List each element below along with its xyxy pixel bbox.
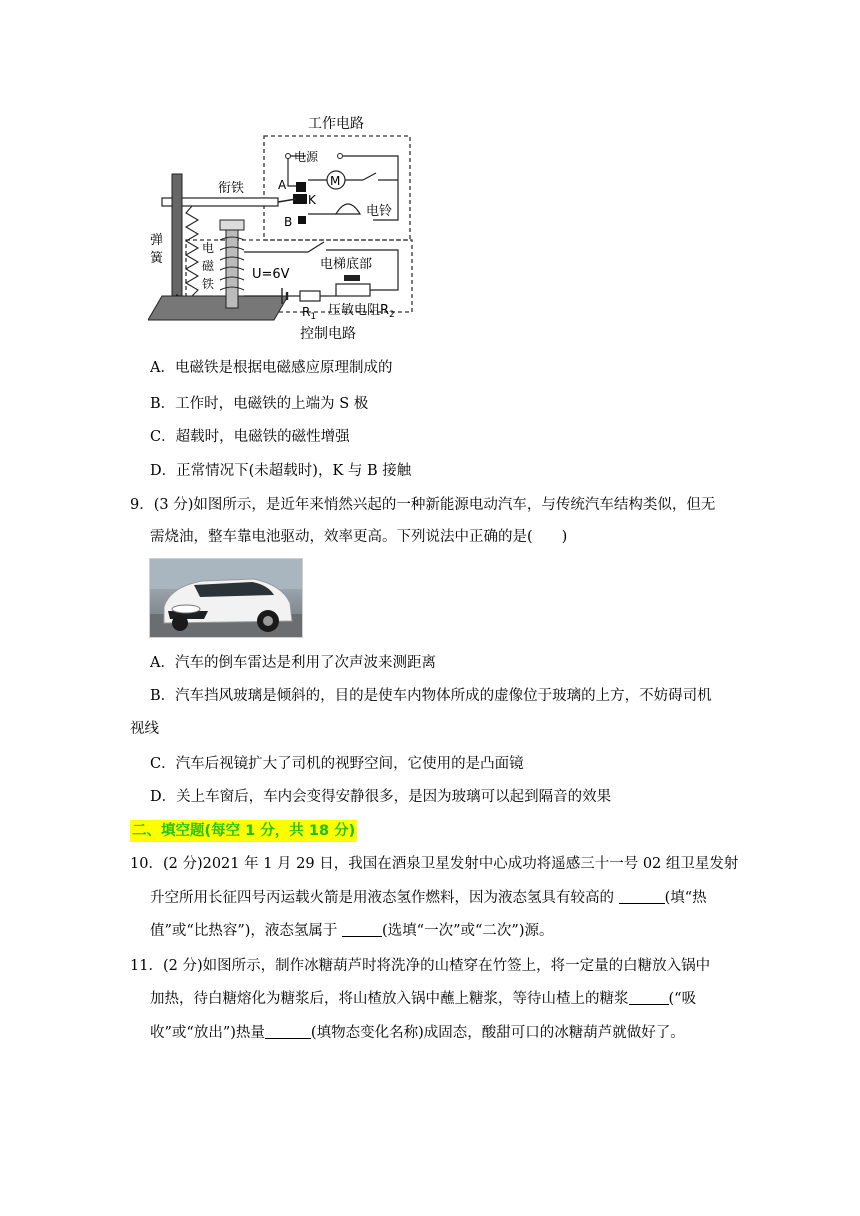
elevator-bottom-label: 电梯底部 xyxy=(320,257,373,272)
q10-blank-1[interactable] xyxy=(619,888,665,904)
r1-label: $R_1$ xyxy=(302,305,317,322)
q9-option-b-continued: 视线 xyxy=(130,721,159,737)
power-label: 电源 xyxy=(294,150,319,164)
spring-label-1: 弹 xyxy=(150,233,164,248)
q10-blank-2[interactable] xyxy=(342,921,382,937)
q9-option-c: C．汽车后视镜扩大了司机的视野空间，它使用的是凸面镜 xyxy=(150,756,524,772)
switch-icon xyxy=(363,173,376,180)
voltage-label: U=6V xyxy=(252,267,290,282)
q10-line-2-hint: (填“热 xyxy=(664,890,707,906)
contact-b-label: B xyxy=(284,215,293,229)
electric-car-photo xyxy=(149,558,303,638)
work-circuit-label: 工作电路 xyxy=(308,116,364,132)
electromagnet-label-1: 电 xyxy=(202,241,215,255)
spring-label-2: 簧 xyxy=(150,251,164,266)
q8-option-c: C．超载时，电磁铁的磁性增强 xyxy=(150,429,350,445)
contact-a-label: A xyxy=(278,178,287,192)
q8-option-a: A．电磁铁是根据电磁感应原理制成的 xyxy=(150,360,393,376)
q8-option-b: B．工作时，电磁铁的上端为 S 极 xyxy=(150,396,369,412)
electromagnet-core xyxy=(226,230,238,308)
electromagnet-label-2: 磁 xyxy=(202,259,215,273)
pressure-resistor-icon xyxy=(336,284,370,296)
q11-line-1: 11．(2 分)如图所示，制作冰糖葫芦时将洗净的山楂穿在竹签上，将一定量的白糖放入锅中 xyxy=(130,958,711,974)
q10-line-1: 10．(2 分)2021 年 1 月 29 日，我国在酒泉卫星发射中心成功将遥感三十一号 02 组卫星发射 xyxy=(130,856,739,872)
q11-line-2-hint: (“吸 xyxy=(668,991,697,1007)
bell-icon xyxy=(336,204,360,214)
q9-stem-line-2: 需烧油，整车靠电池驱动，效率更高。下列说法中正确的是( ) xyxy=(150,529,568,545)
pressure-resistor-label: 压敏电阻$R_2$ xyxy=(328,303,395,320)
q11-line-2 xyxy=(150,989,696,1009)
q9-stem-line-1: 9．(3 分)如图所示，是近年来悄然兴起的一种新能源电动汽车，与传统汽车结构类似，但无 xyxy=(130,497,716,513)
motor-label: M xyxy=(330,174,341,188)
q8-option-d: D．正常情况下(未超载时)，K 与 B 接触 xyxy=(150,463,412,479)
q9-option-b: B．汽车挡风玻璃是倾斜的，目的是使车内物体所成的虚像位于玻璃的上方，不妨碍司机 xyxy=(150,688,712,704)
q10-line-3-hint: (选填“一次”或“二次”)源。 xyxy=(382,923,554,939)
elevator-overload-circuit-figure xyxy=(148,110,418,350)
section-heading-fill-in: 二、填空题(每空 1 分，共 18 分) xyxy=(130,820,357,842)
q11-blank-2[interactable] xyxy=(265,1023,311,1039)
q10-line-3 xyxy=(150,921,553,941)
q11-line-3-hint: (填物态变化名称)成固态，酸甜可口的冰糖葫芦就做好了。 xyxy=(310,1025,685,1041)
spring-icon xyxy=(186,206,198,296)
base-plate xyxy=(148,296,288,320)
q10-line-2-text: 升空所用长征四号丙运载火箭是用液态氢作燃料，因为液态氢具有较高的 xyxy=(150,890,619,906)
q9-option-d: D．关上车窗后，车内会变得安静很多，是因为玻璃可以起到隔音的效果 xyxy=(150,789,612,805)
bell-label: 电铃 xyxy=(366,204,393,219)
q11-line-3-text: 收”或“放出”)热量 xyxy=(150,1025,265,1041)
armature-label: 衔铁 xyxy=(218,181,245,196)
q11-line-3 xyxy=(150,1023,685,1043)
q10-line-3-text: 值”或“比热容”)，液态氢属于 xyxy=(150,923,343,939)
q10-line-2 xyxy=(150,888,707,908)
q11-blank-1[interactable] xyxy=(629,989,669,1005)
electromagnet-label-3: 铁 xyxy=(202,277,215,291)
contact-k-label: K xyxy=(308,193,316,207)
q9-option-a: A．汽车的倒车雷达是利用了次声波来测距离 xyxy=(150,655,436,671)
r1-icon xyxy=(300,291,320,301)
control-circuit-label: 控制电路 xyxy=(300,326,356,342)
q11-line-2-text: 加热，待白糖熔化为糖浆后，将山楂放入锅中蘸上糖浆，等待山楂上的糖浆 xyxy=(150,991,629,1007)
